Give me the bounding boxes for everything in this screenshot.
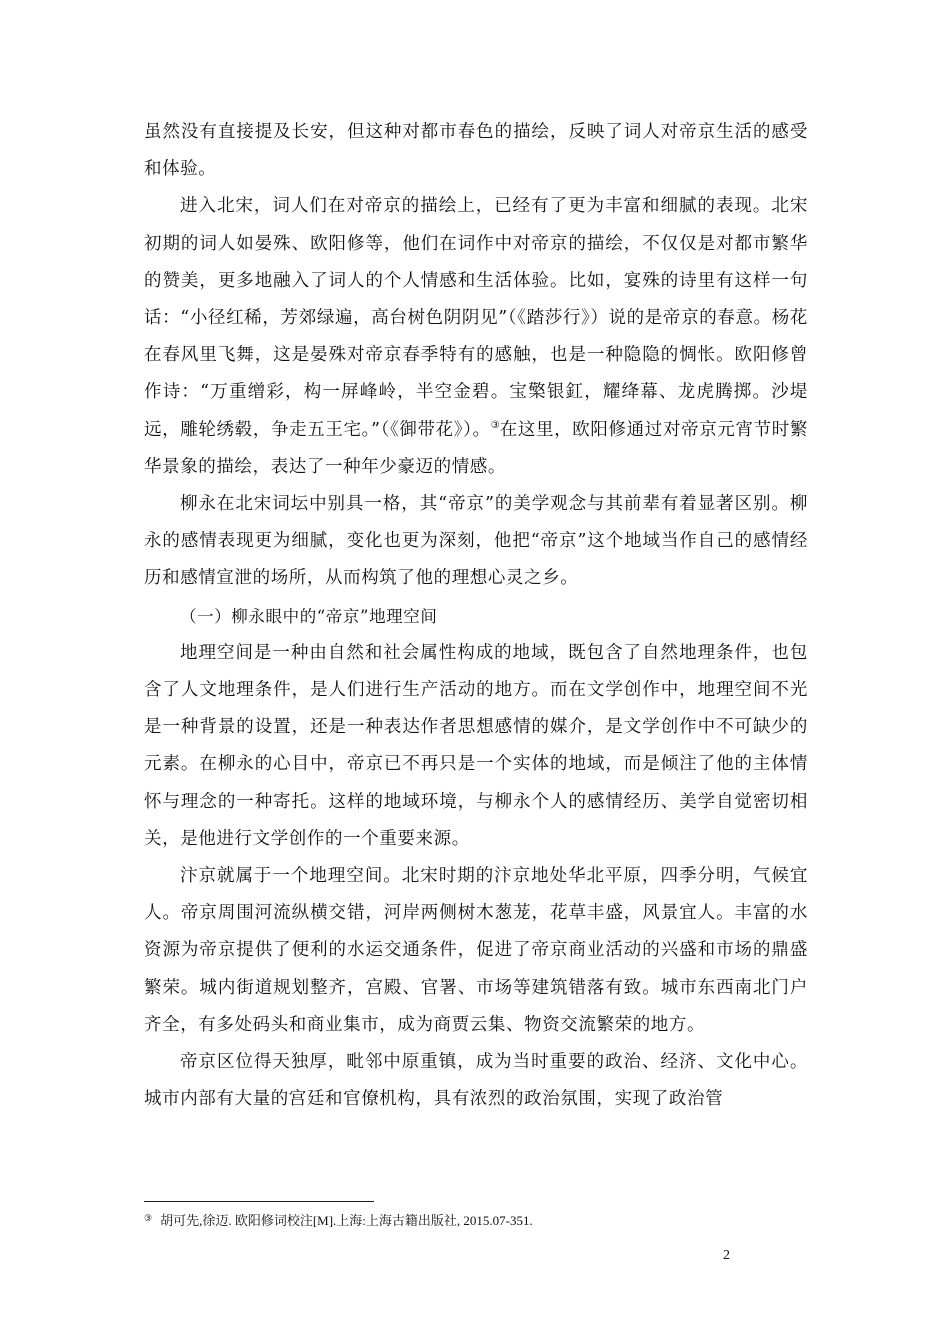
footnote-reference[interactable]: ③ — [490, 419, 500, 431]
body-text — [144, 114, 808, 1118]
footnote-separator — [144, 1201, 374, 1202]
paragraph-2 — [144, 188, 808, 486]
footnote-marker: ③ — [144, 1213, 153, 1223]
section-heading: （一）柳永眼中的“帝京”地理空间 — [180, 606, 438, 626]
paragraph-4: 地理空间是一种由自然和社会属性构成的地域，既包含了自然地理条件，也包含了人文地理条件，是人们进行生产活动的地方。而在文学创作中，地理空间不光是一种背景的设置，还是一种表达作者思想感情的媒介，是文学创作中不可缺少的元素。在柳永的心目中，帝京已不再只是一个实体的地域，而是倾注了他的主体情怀与理念的一种寄托。这样的地域环境，与柳永个人的感情经历、美学自觉密切相关，是他进行文学创作的一个重要来源。 — [144, 642, 808, 849]
paragraph-1: 虽然没有直接提及长安，但这种对都市春色的描绘，反映了词人对帝京生活的感受和体验。 — [144, 122, 808, 180]
paragraph-6: 帝京区位得天独厚，毗邻中原重镇，成为当时重要的政治、经济、文化中心。城市内部有大量的宫廷和官僚机构，具有浓烈的政治氛围，实现了政治管 — [144, 1052, 808, 1110]
footnote-text: 胡可先,徐迈. 欧阳修词校注[M].上海:上海古籍出版社, 2015.07-351. — [160, 1213, 533, 1228]
page-number: 2 — [723, 1248, 730, 1263]
paragraph-3: 柳永在北宋词坛中别具一格，其“帝京”的美学观念与其前辈有着显著区别。柳永的感情表现更为细腻，变化也更为深刻，他把“帝京”这个地域当作自己的感情经历和感情宣泄的场所，从而构筑了他的理想心灵之乡。 — [144, 494, 808, 589]
paragraph-2-tail: 在这里，欧阳修通过对帝京元宵节时繁华景象的描绘，表达了一种年少豪迈的情感。 — [144, 419, 809, 477]
footnote — [144, 1212, 808, 1230]
paragraph-2-text: 进入北宋，词人们在对帝京的描绘上，已经有了更为丰富和细腻的表现。北宋初期的词人如晏殊、欧阳修等，他们在词作中对帝京的描绘，不仅仅是对都市繁华的赞美，更多地融入了词人的个人情感和生活体验。比如，宴殊的诗里有这样一句话：“小径红稀，芳郊绿遍，高台树色阴阴见”（《踏莎行》）说的是帝京的春意。杨花在春风里飞舞，这是晏殊对帝京春季特有的感触，也是一种隐隐的惆怅。欧阳修曾作诗：“万重缯彩，构一屏峰岭，半空金碧。宝檠银釭，耀绛幕、龙虎腾掷。沙堤远，雕轮绣毂，争走五王宅。”（《御带花》）。 — [144, 196, 808, 440]
paragraph-5: 汴京就属于一个地理空间。北宋时期的汴京地处华北平原，四季分明，气候宜人。帝京周围河流纵横交错，河岸两侧树木葱茏，花草丰盛，风景宜人。丰富的水资源为帝京提供了便利的水运交通条件，促进了帝京商业活动的兴盛和市场的鼎盛繁荣。城内街道规划整齐，宫殿、官署、市场等建筑错落有致。城市东西南北门户齐全，有多处码头和商业集市，成为商贾云集、物资交流繁荣的地方。 — [144, 866, 808, 1035]
